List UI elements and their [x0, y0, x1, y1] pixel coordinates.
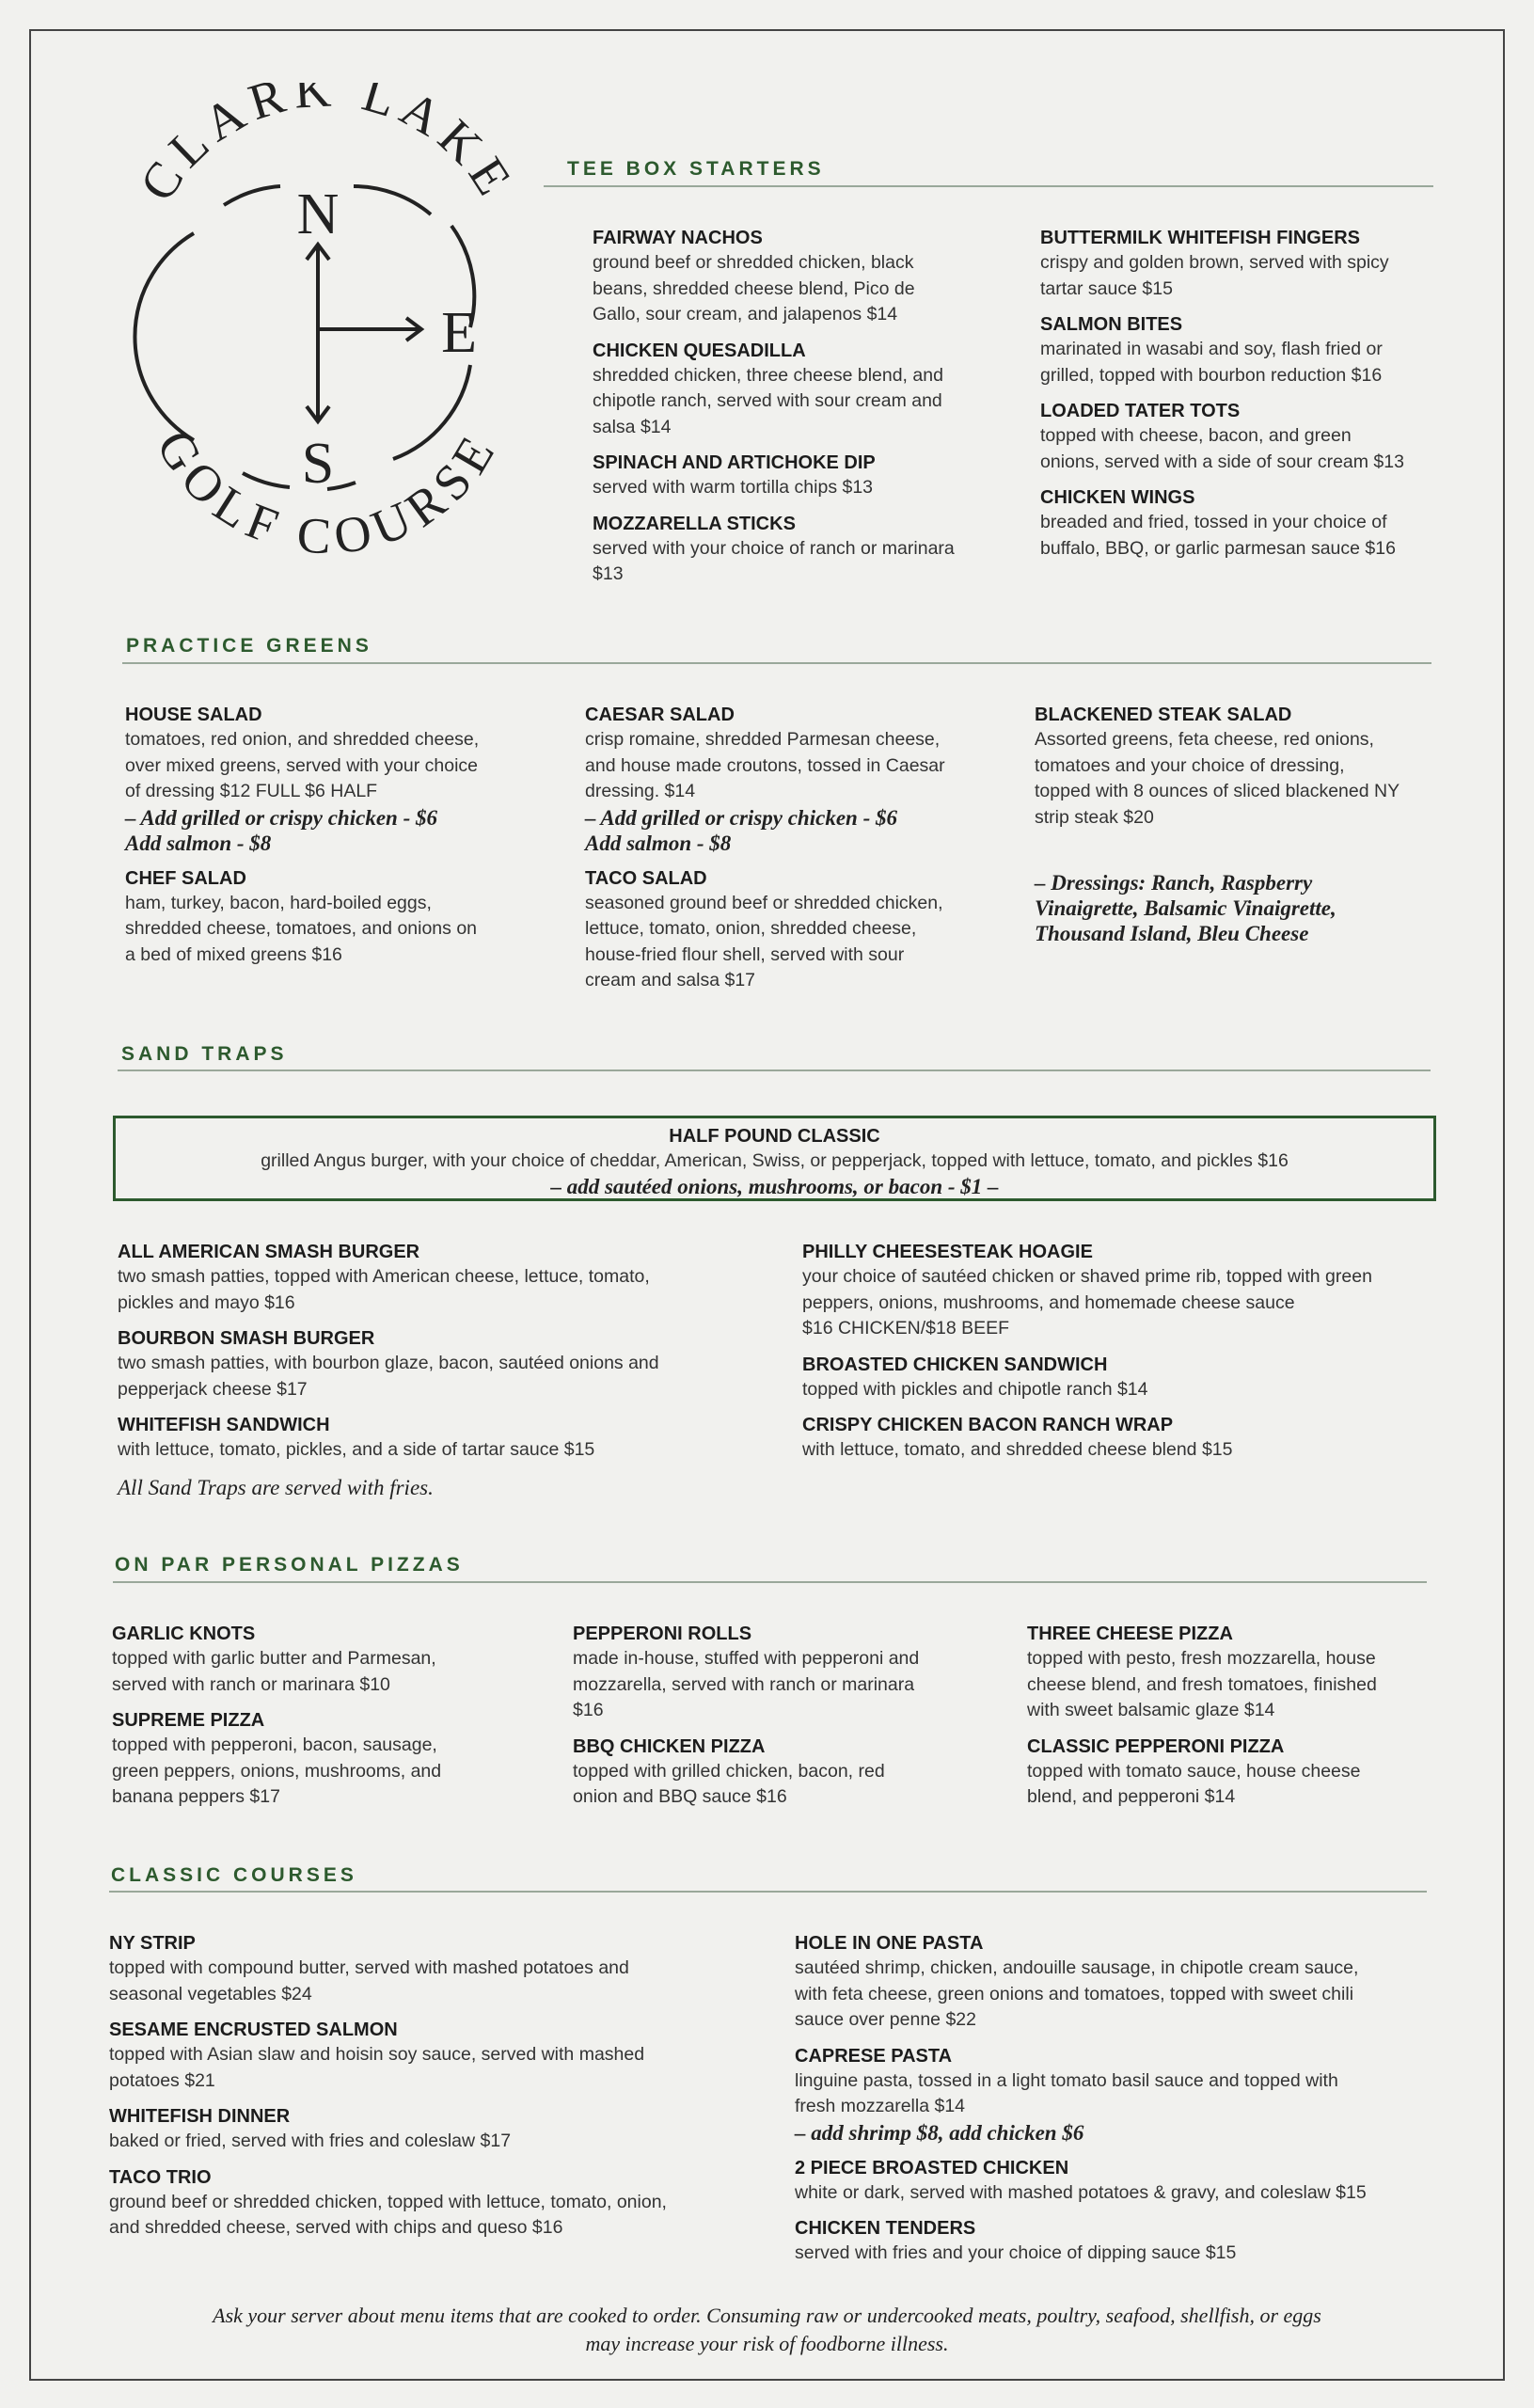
item-desc: topped with Asian slaw and hoisin soy sauce, served with mashed: [109, 2044, 645, 2065]
item-desc: lettuce, tomato, onion, shredded cheese,: [585, 918, 917, 939]
item-name: HALF POUND CLASSIC: [669, 1126, 880, 1147]
item-desc: cream and salsa $17: [585, 970, 756, 990]
fries-note: All Sand Traps are served with fries.: [118, 1475, 434, 1499]
food-safety-disclaimer: [94, 2302, 1440, 2358]
item-name: CHICKEN TENDERS: [795, 2218, 976, 2239]
item-desc: sautéed shrimp, chicken, andouille sausage, in chipotle cream sauce,: [795, 1957, 1359, 1978]
item-desc: white or dark, served with mashed potatoes & gravy, and coleslaw $15: [795, 2181, 1367, 2203]
compass-n: N: [296, 182, 340, 246]
item-desc: topped with grilled chicken, bacon, red: [573, 1760, 885, 1782]
menu-item: [802, 1413, 1461, 1464]
item-desc: topped with tomato sauce, house cheese: [1027, 1760, 1361, 1782]
item-desc: onion and BBQ sauce $16: [573, 1786, 787, 1807]
item-desc: grilled Angus burger, with your choice of cheddar, American, Swiss, or pepperjack, topped with lettuce, tomato, and pickles $16: [261, 1150, 1289, 1171]
menu-item: [593, 339, 1006, 441]
item-name: SESAME ENCRUSTED SALMON: [109, 2020, 398, 2040]
item-desc: ground beef or shredded chicken, black: [593, 252, 914, 273]
menu-item: [585, 866, 999, 994]
item-desc: with sweet balsamic glaze $14: [1027, 1700, 1275, 1720]
item-name: 2 PIECE BROASTED CHICKEN: [795, 2157, 1069, 2178]
item-desc: sauce over penne $22: [795, 2009, 976, 2030]
item-name: WHITEFISH DINNER: [109, 2106, 291, 2127]
item-desc: made in-house, stuffed with pepperoni and: [573, 1648, 920, 1669]
item-desc: beans, shredded cheese blend, Pico de: [593, 277, 915, 299]
item-desc: blend, and pepperoni $14: [1027, 1786, 1236, 1807]
item-name: CHEF SALAD: [125, 867, 246, 889]
item-desc: ground beef or shredded chicken, topped with lettuce, tomato, onion,: [109, 2191, 667, 2212]
greens-col-2: [585, 703, 999, 1005]
item-name: NY STRIP: [109, 1933, 196, 1954]
section-rule: [122, 662, 1431, 664]
item-addon: – add shrimp $8, add chicken $6: [795, 2120, 1084, 2145]
item-desc: topped with garlic butter and Parmesan,: [112, 1648, 436, 1669]
item-name: SALMON BITES: [1040, 314, 1183, 335]
menu-item: [802, 1353, 1461, 1403]
menu-item: [593, 226, 1006, 328]
item-desc: marinated in wasabi and soy, flash fried or: [1040, 339, 1383, 359]
menu-item: [1040, 399, 1454, 475]
greens-col-1: [125, 703, 539, 978]
starters-right-column: [1040, 226, 1454, 572]
menu-item: [112, 1708, 526, 1811]
item-desc: chipotle ranch, served with sour cream and: [593, 390, 942, 411]
item-name: WHITEFISH SANDWICH: [118, 1415, 330, 1435]
item-desc: house-fried flour shell, served with sour: [585, 943, 905, 965]
item-desc: served with your choice of ranch or marinara: [593, 537, 955, 559]
menu-item: [112, 1622, 526, 1698]
pizzas-col-1: [112, 1622, 526, 1821]
disclaimer-line: may increase your risk of foodborne illness.: [585, 2332, 949, 2355]
item-desc: banana peppers $17: [112, 1786, 280, 1807]
item-name: CAPRESE PASTA: [795, 2045, 953, 2067]
item-desc: served with warm tortilla chips $13: [593, 477, 874, 498]
item-desc: $13: [593, 563, 624, 584]
menu-item: [795, 1931, 1463, 2034]
item-name: PEPPERONI ROLLS: [573, 1624, 752, 1644]
menu-item: [125, 703, 539, 856]
item-name: BBQ CHICKEN PIZZA: [573, 1735, 766, 1757]
menu-item: [573, 1622, 987, 1724]
item-name: CLASSIC PEPPERONI PIZZA: [1027, 1735, 1285, 1757]
item-desc: tomatoes and your choice of dressing,: [1035, 754, 1345, 776]
item-desc: pickles and mayo $16: [118, 1291, 295, 1313]
menu-item: [125, 866, 539, 969]
item-desc: and shredded cheese, served with chips and queso $16: [109, 2217, 563, 2238]
item-desc: tartar sauce $15: [1040, 277, 1173, 299]
item-desc: tomatoes, red onion, and shredded cheese,: [125, 729, 480, 750]
item-name: ALL AMERICAN SMASH BURGER: [118, 1242, 420, 1262]
item-desc: shredded chicken, three cheese blend, and: [593, 364, 943, 386]
item-name: HOUSE SALAD: [125, 705, 262, 725]
section-title-greens: PRACTICE GREENS: [126, 635, 372, 657]
item-name: BROASTED CHICKEN SANDWICH: [802, 1354, 1108, 1375]
courses-right-column: [795, 1931, 1463, 2277]
menu-item: [118, 1240, 776, 1316]
item-addon: Add salmon - $8: [585, 831, 732, 855]
menu-item: [795, 2044, 1463, 2146]
item-name: MOZZARELLA STICKS: [593, 513, 796, 534]
item-name: PHILLY CHEESESTEAK HOAGIE: [802, 1242, 1093, 1262]
item-addon: – Add grilled or crispy chicken - $6: [125, 805, 437, 830]
item-desc: seasoned ground beef or shredded chicken,: [585, 892, 943, 913]
item-desc: breaded and fried, tossed in your choice of: [1040, 512, 1387, 532]
logo-bottom-text: GOLF COURSE: [145, 420, 509, 565]
item-desc: onions, served with a side of sour cream $13: [1040, 451, 1404, 472]
starters-left-column: [593, 226, 1006, 598]
item-desc: topped with cheese, bacon, and green: [1040, 425, 1352, 446]
menu-item: [593, 451, 1006, 501]
item-desc: with feta cheese, green onions and tomatoes, topped with sweet chili: [795, 1983, 1354, 2004]
item-desc: served with fries and your choice of dipping sauce $15: [795, 2242, 1237, 2263]
item-desc: topped with 8 ounces of sliced blackened NY: [1035, 781, 1400, 801]
sand-right-column: [802, 1240, 1461, 1474]
menu-item: [109, 2104, 767, 2155]
item-name: SUPREME PIZZA: [112, 1710, 265, 1731]
item-desc: $16 CHICKEN/$18 BEEF: [802, 1318, 1010, 1339]
section-title-pizzas: ON PAR PERSONAL PIZZAS: [115, 1554, 464, 1576]
disclaimer-line: Ask your server about menu items that are cooked to order. Consuming raw or undercooked meats, poultry, seafood, shellfish, or eggs: [213, 2304, 1321, 2327]
menu-item: [109, 1931, 767, 2007]
item-desc: salsa $14: [593, 416, 672, 437]
item-name: BOURBON SMASH BURGER: [118, 1328, 375, 1349]
section-rule: [113, 1581, 1427, 1583]
item-desc: crispy and golden brown, served with spicy: [1040, 252, 1389, 273]
dressings-note: [1035, 870, 1448, 946]
item-desc: with lettuce, tomato, pickles, and a side of tartar sauce $15: [118, 1439, 595, 1460]
item-desc: cheese blend, and fresh tomatoes, finished: [1027, 1673, 1377, 1695]
menu-item: [1040, 485, 1454, 562]
menu-item: [795, 2156, 1463, 2207]
item-desc: crisp romaine, shredded Parmesan cheese,: [585, 729, 941, 750]
item-name: CAESAR SALAD: [585, 705, 735, 725]
item-desc: served with ranch or marinara $10: [112, 1673, 390, 1695]
item-addon: Add salmon - $8: [125, 831, 272, 855]
item-desc: Gallo, sour cream, and jalapenos $14: [593, 304, 898, 325]
item-name: CRISPY CHICKEN BACON RANCH WRAP: [802, 1415, 1174, 1435]
item-name: HOLE IN ONE PASTA: [795, 1933, 984, 1954]
menu-item: [802, 1240, 1461, 1342]
menu-item: [109, 2165, 767, 2242]
item-desc: linguine pasta, tossed in a light tomato basil sauce and topped with: [795, 2069, 1338, 2091]
item-desc: potatoes $21: [109, 2069, 215, 2091]
menu-item: [118, 1413, 776, 1464]
menu-item: [1027, 1622, 1450, 1724]
item-desc: topped with pepperoni, bacon, sausage,: [112, 1735, 437, 1755]
item-desc: two smash patties, topped with American cheese, lettuce, tomato,: [118, 1266, 650, 1287]
featured-item-box: [113, 1116, 1436, 1201]
item-desc: topped with pickles and chipotle ranch $14: [802, 1378, 1148, 1400]
item-name: CHICKEN QUESADILLA: [593, 340, 806, 361]
item-name: LOADED TATER TOTS: [1040, 401, 1241, 421]
item-desc: of dressing $12 FULL $6 HALF: [125, 781, 378, 801]
section-rule: [118, 1069, 1431, 1071]
item-desc: grilled, topped with bourbon reduction $16: [1040, 364, 1383, 386]
logo-top-text: CLARK LAKE: [128, 83, 527, 211]
section-rule: [109, 1891, 1427, 1893]
item-desc: and house made croutons, tossed in Caesar: [585, 754, 945, 776]
item-desc: two smash patties, with bourbon glaze, bacon, sautéed onions and: [118, 1353, 659, 1373]
item-desc: buffalo, BBQ, or garlic parmesan sauce $16: [1040, 537, 1396, 559]
item-desc: $16: [573, 1700, 604, 1720]
menu-item: [795, 2216, 1463, 2267]
compass-s: S: [301, 432, 335, 496]
item-desc: seasonal vegetables $24: [109, 1983, 312, 2004]
item-desc: your choice of sautéed chicken or shaved prime rib, topped with green: [802, 1266, 1372, 1287]
item-name: TACO TRIO: [109, 2166, 212, 2188]
item-name: BUTTERMILK WHITEFISH FINGERS: [1040, 228, 1360, 248]
item-name: SPINACH AND ARTICHOKE DIP: [593, 452, 876, 473]
section-title-courses: CLASSIC COURSES: [111, 1864, 357, 1886]
menu-item: [1040, 312, 1454, 388]
item-desc: Assorted greens, feta cheese, red onions,: [1035, 729, 1374, 750]
item-desc: strip steak $20: [1035, 806, 1154, 828]
courses-left-column: [109, 1931, 767, 2252]
item-desc: with lettuce, tomato, and shredded cheese blend $15: [802, 1439, 1233, 1460]
compass-e: E: [441, 301, 477, 365]
item-addon: – Add grilled or crispy chicken - $6: [585, 805, 897, 830]
item-desc: a bed of mixed greens $16: [125, 943, 342, 965]
menu-item: [585, 703, 999, 856]
item-desc: shredded cheese, tomatoes, and onions on: [125, 918, 478, 939]
dressings-line: Thousand Island, Bleu Cheese: [1035, 922, 1309, 945]
item-desc: topped with compound butter, served with mashed potatoes and: [109, 1957, 629, 1978]
item-name: GARLIC KNOTS: [112, 1624, 256, 1644]
item-name: FAIRWAY NACHOS: [593, 228, 763, 248]
menu-item: [1040, 226, 1454, 302]
item-desc: baked or fried, served with fries and coleslaw $17: [109, 2131, 512, 2151]
dressings-line: Vinaigrette, Balsamic Vinaigrette,: [1035, 896, 1336, 920]
item-name: CHICKEN WINGS: [1040, 487, 1195, 508]
item-name: THREE CHEESE PIZZA: [1027, 1624, 1233, 1644]
menu-item: [1035, 703, 1448, 831]
sand-left-column: [118, 1240, 776, 1500]
item-desc: dressing. $14: [585, 781, 696, 801]
item-desc: green peppers, onions, mushrooms, and: [112, 1760, 442, 1782]
menu-item: [1027, 1735, 1450, 1811]
item-desc: over mixed greens, served with your choice: [125, 754, 479, 776]
item-name: TACO SALAD: [585, 867, 707, 889]
menu-item: [593, 512, 1006, 588]
menu-item: [573, 1735, 987, 1811]
section-title-starters: TEE BOX STARTERS: [567, 158, 825, 180]
greens-col-3: [1035, 703, 1448, 946]
dressings-line: – Dressings: Ranch, Raspberry: [1035, 871, 1313, 895]
menu-item: [118, 1326, 776, 1402]
item-desc: topped with pesto, fresh mozzarella, house: [1027, 1648, 1376, 1669]
item-name: BLACKENED STEAK SALAD: [1035, 705, 1292, 725]
clark-lake-logo: [120, 83, 534, 572]
item-desc: peppers, onions, mushrooms, and homemade cheese sauce: [802, 1291, 1295, 1313]
item-desc: mozzarella, served with ranch or marinara: [573, 1673, 915, 1695]
section-rule: [544, 185, 1433, 187]
item-desc: pepperjack cheese $17: [118, 1378, 308, 1400]
item-desc: fresh mozzarella $14: [795, 2096, 966, 2116]
pizzas-col-2: [573, 1622, 987, 1821]
menu-item: [109, 2018, 767, 2094]
item-desc: ham, turkey, bacon, hard-boiled eggs,: [125, 892, 432, 913]
section-title-sand: SAND TRAPS: [121, 1043, 288, 1065]
item-addon: – add sautéed onions, mushrooms, or bacon - $1 –: [550, 1175, 999, 1198]
pizzas-col-3: [1027, 1622, 1450, 1821]
